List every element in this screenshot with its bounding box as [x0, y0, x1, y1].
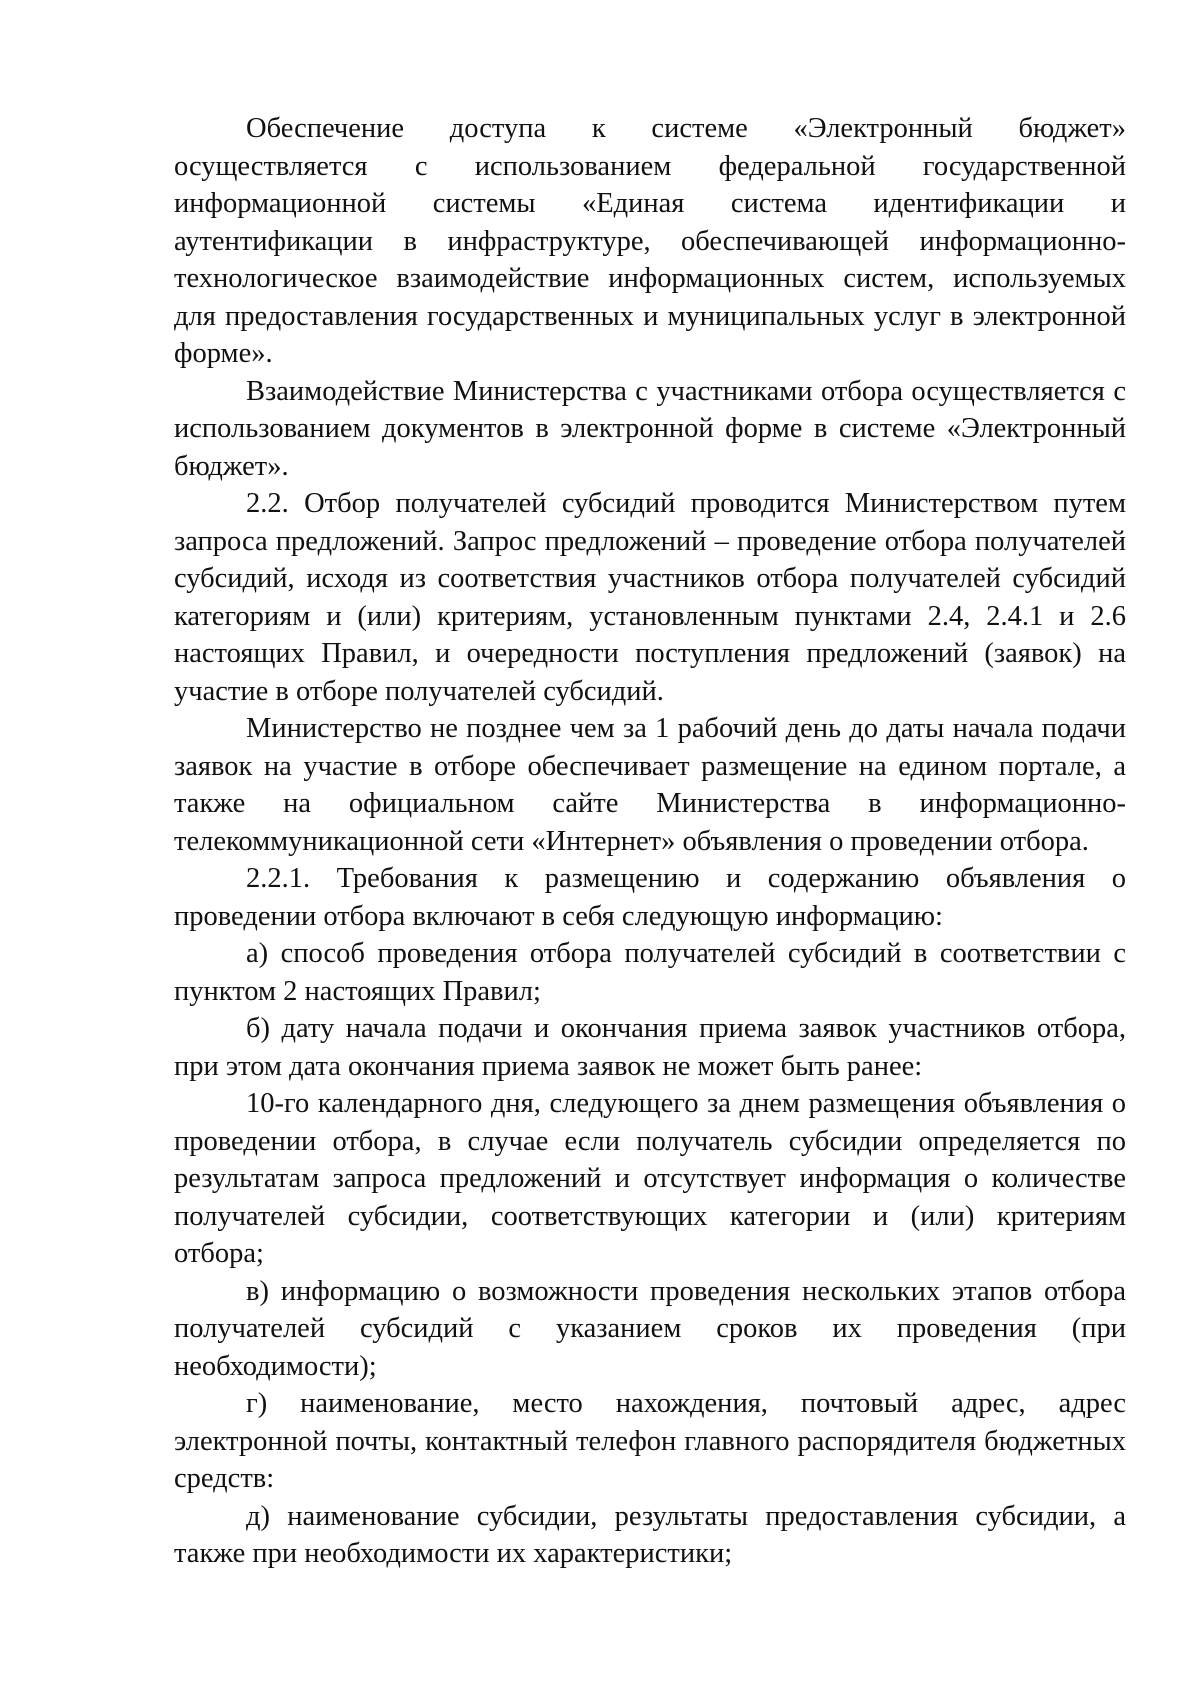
paragraph-access-system: Обеспечение доступа к системе «Электронный бюджет» осуществляется с использованием федеральной государственной информационной системы «Единая система идентификации и аутентификации в инфраструктуре, обеспечивающей информационно-технологическое взаимодействие информационных систем, используемых для предоставления государственных и муниципальных услуг в электронной форме». [174, 113, 1126, 369]
paragraph-item-v: в) информацию о возможности проведения нескольких этапов отбора получателей субсидий с указанием сроков их проведения (при необходимости); [174, 1275, 1126, 1382]
paragraph-interaction: Взаимодействие Министерства с участниками отбора осуществляется с использованием документов в электронной форме в системе «Электронный бюджет». [174, 375, 1126, 482]
paragraph-item-d: д) наименование субсидии, результаты предоставления субсидии, а также при необходимости их характеристики; [174, 1500, 1126, 1569]
document-body [174, 110, 1126, 1573]
paragraph-2-2-1: 2.2.1. Требования к размещению и содержанию объявления о проведении отбора включают в себя следующую информацию: [174, 863, 1126, 932]
paragraph-item-b: б) дату начала подачи и окончания приема заявок участников отбора, при этом дата окончания приема заявок не может быть ранее: [174, 1013, 1126, 1082]
paragraph-item-g: г) наименование, место нахождения, почтовый адрес, адрес электронной почты, контактный телефон главного распорядителя бюджетных средств: [174, 1388, 1126, 1494]
paragraph-announcement: Министерство не позднее чем за 1 рабочий день до даты начала подачи заявок на участие в отборе обеспечивает размещение на едином портале, а также на официальном сайте Министерства в информационно-телекоммуникационной сети «Интернет» объявления о проведении отбора. [174, 713, 1126, 857]
paragraph-item-a: а) способ проведения отбора получателей субсидий в соответствии с пунктом 2 настоящих Правил; [174, 938, 1126, 1007]
paragraph-2-2: 2.2. Отбор получателей субсидий проводится Министерством путем запроса предложений. Запрос предложений – проведение отбора получателей субсидий, исходя из соответствия участников отбора получателей субсидий категориям и (или) критериям, установленным пунктами 2.4, 2.4.1 и 2.6 настоящих Правил, и очередности поступления предложений (заявок) на участие в отборе получателей субсидий. [174, 488, 1126, 707]
paragraph-10th-day: 10-го календарного дня, следующего за днем размещения объявления о проведении отбора, в случае если получатель субсидии определяется по результатам запроса предложений и отсутствует информация о количестве получателей субсидии, соответствующих категории и (или) критериям отбора; [174, 1088, 1126, 1269]
